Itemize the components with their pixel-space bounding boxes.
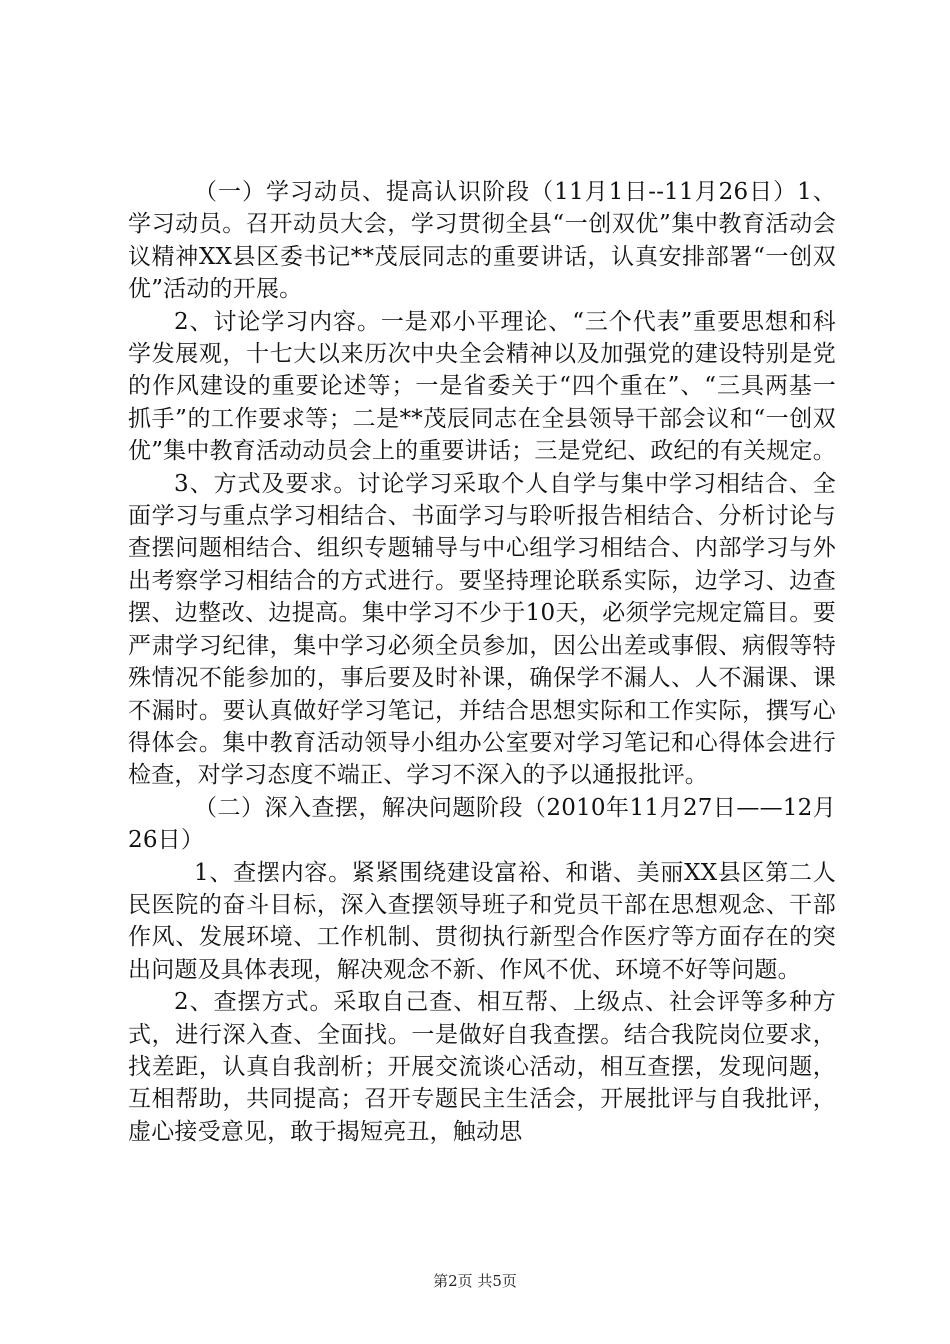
paragraph-methods-requirements: 3、方式及要求。讨论学习采取个人自学与集中学习相结合、全面学习与重点学习相结合、书面学习与聆听报告相结合、分析讨论与查摆问题相结合、组织专题辅导与中心组学习相结合、内部学习与外出考察学习相结合的方式进行。要坚持理论联系实际，边学习、边查摆、边整改、边提高。集中学习不少于10天，必须学完规定篇目。要严肃学习纪律，集中学习必须全员参加，因公出差或事假、病假等特殊情况不能参加的，事后要及时补课，确保学不漏人、人不漏课、课不漏时。要认真做好学习笔记，并结合思想实际和工作实际，撰写心得体会。集中教育活动领导小组办公室要对学习笔记和心得体会进行检查，对学习态度不端正、学习不深入的予以通报批评。 bbox=[128, 470, 836, 789]
paragraph-review-methods: 2、查摆方式。采取自己查、相互帮、上级点、社会评等多种方式，进行深入查、全面找。一是做好自我查摆。结合我院岗位要求，找差距，认真自我剖析；开展交流谈心活动，相互查摆，发现问题，互相帮助，共同提高；召开专题民主生活会，开展批评与自我批评，虚心接受意见，敢于揭短亮丑，触动思 bbox=[128, 989, 836, 1145]
document-body bbox=[128, 176, 836, 1148]
paragraph-stage-two-heading: （二）深入查摆，解决问题阶段（2010年11月27日——12月26日） bbox=[128, 794, 836, 854]
paragraph-study-content: 2、讨论学习内容。一是邓小平理论、“三个代表”重要思想和科学发展观，十七大以来历次中央全会精神以及加强党的建设特别是党的作风建设的重要论述等；一是省委关于“四个重在”、“三具两基一抓手”的工作要求等；二是**茂辰同志在全县领导干部会议和“一创双优”集中教育活动动员会上的重要讲话；三是党纪、政纪的有关规定。 bbox=[128, 308, 836, 465]
page-number-footer: 第2页 共5页 bbox=[433, 1272, 517, 1290]
paragraph-review-content: 1、查摆内容。紧紧围绕建设富裕、和谐、美丽XX县区第二人民医院的奋斗目标，深入查摆领导班子和党员干部在思想观念、干部作风、发展环境、工作机制、贯彻执行新型合作医疗等方面存在的突出问题及具体表现，解决观念不新、作风不优、环境不好等问题。 bbox=[128, 859, 836, 983]
paragraph-stage-one: （一）学习动员、提高认识阶段（11月1日--11月26日）1、学习动员。召开动员大会，学习贯彻全县“一创双优”集中教育活动会议精神XX县区委书记**茂辰同志的重要讲话，认真安排部署“一创双优”活动的开展。 bbox=[128, 179, 836, 303]
